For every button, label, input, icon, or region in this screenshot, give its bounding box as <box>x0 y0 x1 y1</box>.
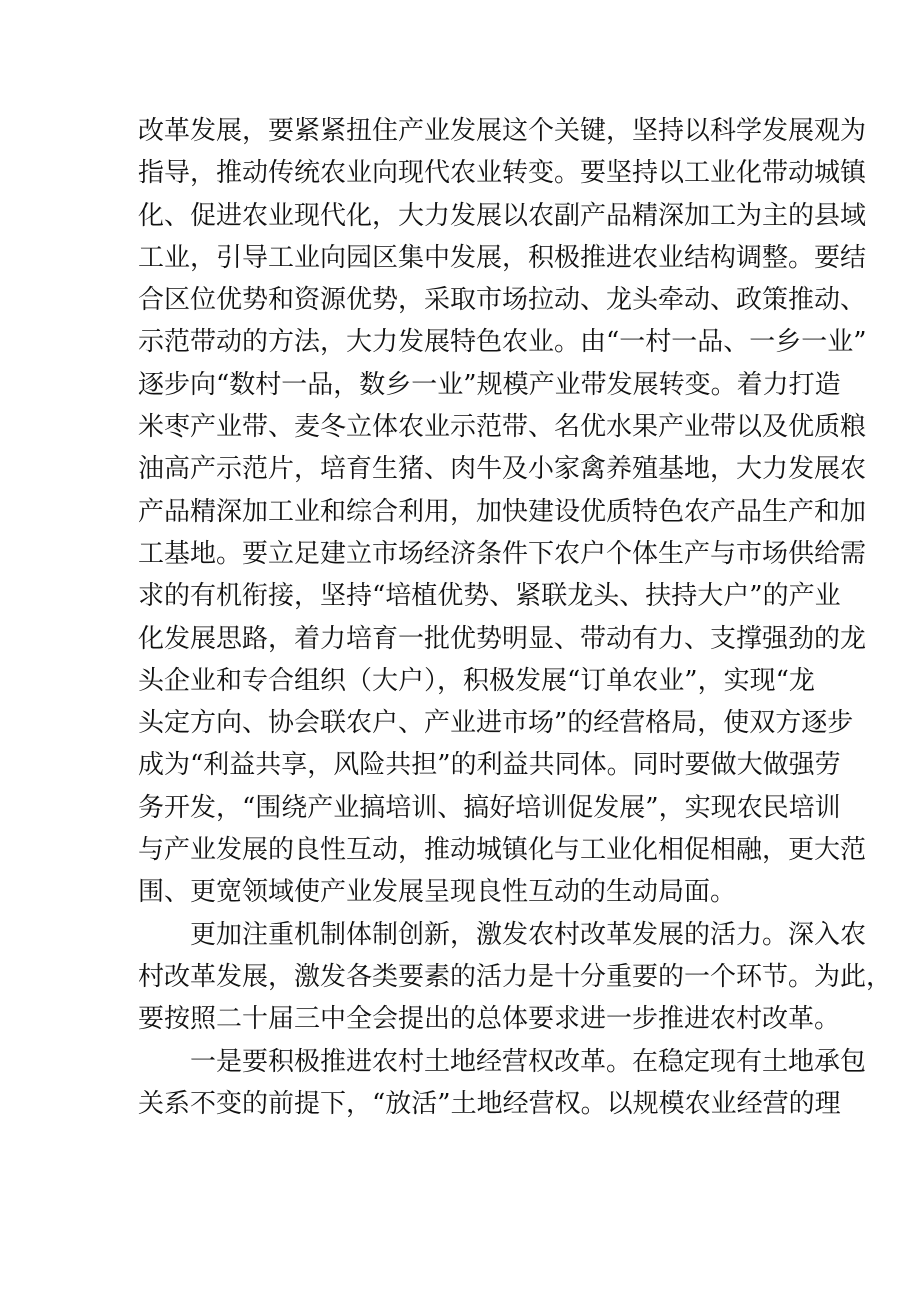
text-line: 油高产示范片，培育生猪、肉牛及小家禽养殖基地，大力发展农 <box>138 454 867 485</box>
text-line: 务开发，“围绕产业搞培训、搞好培训促发展”，实现农民培训 <box>138 792 841 823</box>
text-line: 工基地。要立足建立市场经济条件下农户个体生产与市场供给需 <box>138 538 867 569</box>
text-line: 示范带动的方法，大力发展特色农业。由“一村一品、一乡一业” <box>138 327 867 358</box>
text-line: 逐步向“数村一品，数乡一业”规模产业带发展转变。着力打造 <box>138 369 841 400</box>
text-line: 化、促进农业现代化，大力发展以农副产品精深加工为主的县域 <box>138 200 867 231</box>
text-line: 更加注重机制体制创新，激发农村改革发展的活力。深入农 <box>190 919 867 950</box>
text-line: 合区位优势和资源优势，采取市场拉动、龙头牵动、政策推动、 <box>138 285 867 316</box>
text-line: 米枣产业带、麦冬立体农业示范带、名优水果产业带以及优质粮 <box>138 412 867 443</box>
document-body <box>138 110 893 1125</box>
text-line: 求的有机衔接，坚持“培植优势、紧联龙头、扶持大户”的产业 <box>138 581 841 612</box>
text-line: 指导，推动传统农业向现代农业转变。要坚持以工业化带动城镇 <box>138 158 867 189</box>
paragraph-3 <box>138 1041 867 1126</box>
text-line: 关系不变的前提下，“放活”土地经营权。以规模农业经营的理 <box>138 1088 841 1119</box>
text-line: 成为“利益共享，风险共担”的利益共同体。同时要做大做强劳 <box>138 750 841 781</box>
text-line: 与产业发展的良性互动，推动城镇化与工业化相促相融，更大范 <box>138 835 867 866</box>
paragraph-2 <box>138 914 893 1041</box>
text-line: 化发展思路，着力培育一批优势明显、带动有力、支撑强劲的龙 <box>138 623 867 654</box>
text-line: 产品精深加工业和综合利用，加快建设优质特色农产品生产和加 <box>138 496 867 527</box>
text-line: 村改革发展，激发各类要素的活力是十分重要的一个环节。为此， <box>138 961 893 992</box>
text-line: 要按照二十届三中全会提出的总体要求进一步推进农村改革。 <box>138 1004 841 1035</box>
text-line: 工业，引导工业向园区集中发展，积极推进农业结构调整。要结 <box>138 242 867 273</box>
paragraph-1 <box>138 110 867 914</box>
text-line: 围、更宽领域使产业发展呈现良性互动的生动局面。 <box>138 877 737 908</box>
text-line: 一是要积极推进农村土地经营权改革。在稳定现有土地承包 <box>190 1046 867 1077</box>
text-line: 改革发展，要紧紧扭住产业发展这个关键，坚持以科学发展观为 <box>138 116 867 146</box>
text-line: 头定方向、协会联农户、产业进市场”的经营格局，使双方逐步 <box>138 708 854 739</box>
text-line: 头企业和专合组织（大户），积极发展“订单农业”，实现“龙 <box>138 665 815 696</box>
